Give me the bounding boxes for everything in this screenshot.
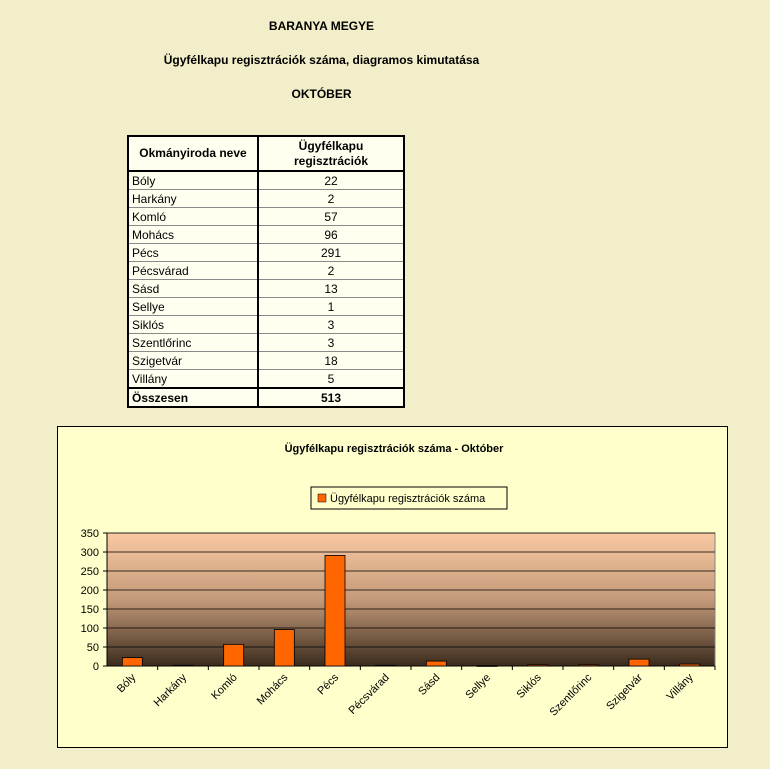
x-tick-label: Mohács — [254, 671, 291, 708]
chart-title: Ügyfélkapu regisztrációk száma - Október — [284, 443, 504, 455]
x-tick-label: Pécsvárad — [346, 671, 392, 717]
total-value: 513 — [258, 388, 404, 407]
office-name: Szigetvár — [128, 352, 258, 370]
office-name: Pécsvárad — [128, 262, 258, 280]
county-title: BARANYA MEGYE — [268, 19, 375, 33]
office-name: Szentlőrinc — [128, 334, 258, 352]
bar — [578, 665, 598, 666]
office-name: Pécs — [128, 244, 258, 262]
y-tick-label: 350 — [80, 528, 99, 540]
bar — [477, 666, 497, 667]
y-tick-label: 200 — [80, 585, 99, 597]
chart-area — [57, 426, 728, 748]
bar — [224, 644, 244, 666]
registration-count: 3 — [258, 334, 404, 352]
table-row — [128, 208, 404, 226]
x-tick-label: Sásd — [416, 671, 443, 698]
bar — [426, 661, 446, 666]
office-name: Villány — [128, 370, 258, 389]
table-row — [128, 334, 404, 352]
table-body — [128, 171, 404, 407]
y-tick-label: 100 — [80, 623, 99, 635]
office-name: Komló — [128, 208, 258, 226]
registration-count: 96 — [258, 226, 404, 244]
x-tick-label: Pécs — [315, 671, 342, 698]
bar-chart — [58, 427, 727, 747]
table-row — [128, 226, 404, 244]
table-row — [128, 190, 404, 208]
office-name: Bóly — [128, 171, 258, 190]
x-tick-label: Sellye — [463, 671, 494, 702]
registration-count: 2 — [258, 262, 404, 280]
bar — [528, 665, 548, 666]
table-row — [128, 316, 404, 334]
x-tick-label: Harkány — [151, 671, 190, 710]
bar — [122, 658, 142, 666]
office-name: Siklós — [128, 316, 258, 334]
office-name: Sellye — [128, 298, 258, 316]
y-tick-label: 250 — [80, 566, 99, 578]
registration-count: 2 — [258, 190, 404, 208]
table-row — [128, 298, 404, 316]
x-tick-label: Szentlőrinc — [547, 671, 595, 719]
total-row — [128, 388, 404, 407]
column-header-registrations: Ügyfélkapu regisztrációk — [258, 136, 404, 171]
y-tick-label: 0 — [92, 661, 99, 673]
bar — [376, 665, 396, 666]
bar — [629, 659, 649, 666]
table-row — [128, 370, 404, 389]
bar — [680, 664, 700, 666]
table-row — [128, 280, 404, 298]
chart-legend — [311, 487, 507, 509]
x-tick-label: Siklós — [514, 671, 544, 701]
table-row — [128, 244, 404, 262]
x-tick-label: Komló — [209, 671, 240, 703]
y-tick-label: 300 — [80, 547, 99, 559]
registration-count: 18 — [258, 352, 404, 370]
x-tick-label: Bóly — [114, 671, 139, 696]
office-name: Harkány — [128, 190, 258, 208]
column-header-office: Okmányiroda neve — [128, 136, 258, 171]
registration-count: 22 — [258, 171, 404, 190]
office-name: Sásd — [128, 280, 258, 298]
plot-area — [81, 528, 715, 719]
bar — [325, 555, 345, 666]
office-name: Mohács — [128, 226, 258, 244]
legend-swatch — [318, 494, 326, 502]
report-month: OKTÓBER — [291, 87, 352, 101]
report-subtitle: Ügyfélkapu regisztrációk száma, diagramos kimutatása — [163, 53, 480, 67]
x-tick-label: Villány — [664, 671, 696, 703]
registration-count: 291 — [258, 244, 404, 262]
y-tick-label: 50 — [86, 642, 99, 654]
registration-count: 5 — [258, 370, 404, 389]
table-row — [128, 352, 404, 370]
plot-background — [107, 533, 715, 666]
legend-label: Ügyfélkapu regisztrációk száma — [330, 493, 486, 505]
x-tick-label: Szigetvár — [604, 671, 646, 713]
bar — [173, 665, 193, 666]
registration-count: 57 — [258, 208, 404, 226]
registration-count: 13 — [258, 280, 404, 298]
registration-count: 1 — [258, 298, 404, 316]
table-row — [128, 262, 404, 280]
registrations-table — [127, 135, 405, 408]
registration-count: 3 — [258, 316, 404, 334]
table-row — [128, 171, 404, 190]
y-tick-label: 150 — [80, 604, 99, 616]
bar — [274, 630, 294, 666]
total-label: Összesen — [128, 388, 258, 407]
